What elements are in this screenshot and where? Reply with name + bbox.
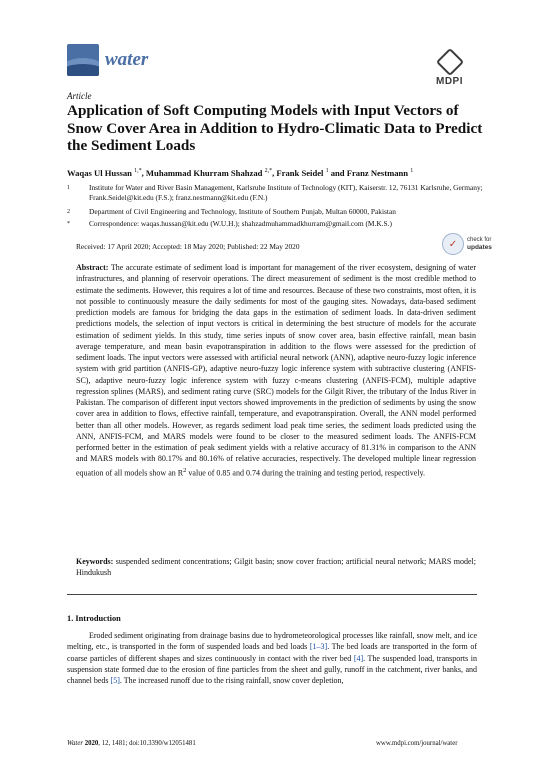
abstract-text: The accurate estimate of sediment load is important for management of the river ecosystem, designing of water infrastructures, and planning of reservoir operations. The direct measurement of sediment is the most credible method to estimate the sediments. However, this requires a lot of time and resources. Because of these two constraints, most often, it is not possible to continuously measure the daily sediments for most of the gauging sites. Nowadays, data-based sediment prediction models are famous for bridging the data gaps in the estimation of sediment loads. In data-driven sediment predictions models, the selection of input vectors is critical in determining the best structure of models for the accurate estimation of sediment yields. In this study, time series inputs of snow cover area, basin effective rainfall, mean basin average temperature, and mean basin evapotranspiration in addition to the flows were assessed for the prediction of sediment loads. The input vectors were assessed with artificial neural network (ANN), adaptive neuro-fuzzy logic inference system with grid partition (ANFIS-GP), adaptive neuro-fuzzy logic inference system with subtractive clustering (ANFIS-SC), adaptive neuro-fuzzy logic inference system with fuzzy c-means clustering (ANFIS-FCM), multiple adaptive regression splines (MARS), and sediment rating curve (SRC) models for the Gilgit River, the tributary of the Indus River in Pakistan. The comparison of different input vectors showed improvements in the prediction of sediments by using the snow cover area in addition to flows, effective rainfall, temperature, and evapotranspiration. Overall, the ANN model performed better than all other models. However, as regards sediment load peak time series, the sediment loads predicted using the ANN, ANFIS-FCM, and MARS models were found to be closer to the measured sediment loads. The ANFIS-FCM performed better in the estimation of peak sediment yields with a relative accuracy of 81.31% in comparison to the ANN and MARS models with 80.17% and 80.16% of relative accuracies, respectively. The developed multiple linear regression equation of all models show an R [76,263,476,478]
footer-citation [67,740,196,747]
footer-journal: Water [67,740,83,747]
intro-paragraph [67,630,477,686]
intro-text: Eroded sediment originating from drainage basins due to hydrometeorological processes like rainfall, snow melt, and ice melting, etc., is transported in the form of suspended loads and bed loads [67,631,477,652]
abstract [76,262,476,478]
check-updates-line2: updates [467,243,492,251]
check-updates-icon: ✓ [442,233,464,255]
divider [67,594,477,595]
author-name: Frank Seidel [276,168,324,178]
footer-year: 2020 [84,740,99,747]
author-affil-sup: 1,* [134,168,142,175]
affiliation-mark: * [67,221,70,227]
journal-name: water [105,49,149,70]
publisher-name: MDPI [436,76,463,87]
intro-text: . The bed loads are transported in the form of coarse particles of different shapes and sizes continuously in contact with the river bed [67,642,477,663]
affiliation-text: Department of Civil Engineering and Technology, Institute of Southern Punjab, Multan 60000, Pakistan [89,207,396,216]
correspondence-text: Correspondence: waqas.hussan@kit.edu (W.U.H.); shahzadmuhammadkhurram@gmail.com (M.K.S.) [89,219,392,228]
author-name: Waqas Ul Hussan [67,168,132,178]
keywords [76,556,476,579]
abstract-text-end: value of 0.85 and 0.74 during the training and testing period, respectively. [186,468,425,478]
citation-link[interactable]: [5] [110,676,120,686]
author-list: Waqas Ul Hussan $^{1,*}$, Muhammad Khurram Shahzad $^{2,*}$, Frank Seidel $^1$ and Franz Nestmann $^1$ [67,168,414,178]
check-for-updates-button[interactable] [442,233,492,255]
publication-dates: Received: 17 April 2020; Accepted: 18 May 2020; Published: 22 May 2020 [76,242,300,251]
affiliation-mark: 2 [67,209,70,215]
author-affil-sup: 2,* [264,168,273,175]
intro-text: . The increased runoff due to the rising rainfall, snow cover depletion, [119,676,344,686]
publisher-logo[interactable] [436,52,463,87]
abstract-sup: 2 [183,466,187,474]
author-name: Franz Nestmann [346,168,409,178]
water-logo-icon [67,44,99,76]
mdpi-hexagon-icon [435,48,463,76]
affiliation-mark: 1 [67,185,70,191]
citation-link[interactable]: [4] [353,653,364,663]
journal-logo[interactable] [67,44,148,76]
author-affil-sup: 1 [410,168,414,175]
check-updates-line1: check for [467,236,492,243]
footer-doi: , 12, 1481; doi:10.3390/w12051481 [98,740,196,747]
footer-url[interactable]: www.mdpi.com/journal/water [376,740,458,747]
abstract-label: Abstract: [76,263,109,272]
author-name: Muhammad Khurram Shahzad [145,168,263,178]
keywords-text: suspended sediment concentrations; Gilgit basin; snow cover fraction; artificial neural network; MARS model; Hindukush [76,557,476,578]
keywords-label: Keywords: [76,557,114,566]
section-heading: 1. Introduction [67,614,121,623]
intro-text: . The suspended load, transports in suspension state formed due to the erosion of fine particles from the sheet and gully, runoff in the catchment, river banks, and channel beds [67,653,477,686]
citation-link[interactable]: [1–3] [309,642,328,652]
article-title: Application of Soft Computing Models with Input Vectors of Snow Cover Area in Addition to Hydro-Climatic Data to Predict the Sediment Loads [67,102,483,154]
author-affil-sup: 1 [325,168,329,175]
article-type: Article [67,91,92,101]
affiliation-text: Institute for Water and River Basin Management, Karlsruhe Institute of Technology (KIT), Kaiserstr. 12, 76131 Karlsruhe, Germany; Frank.Seidel@kit.edu (F.S.); franz.nestmann@kit.edu (F.N.) [89,183,483,203]
